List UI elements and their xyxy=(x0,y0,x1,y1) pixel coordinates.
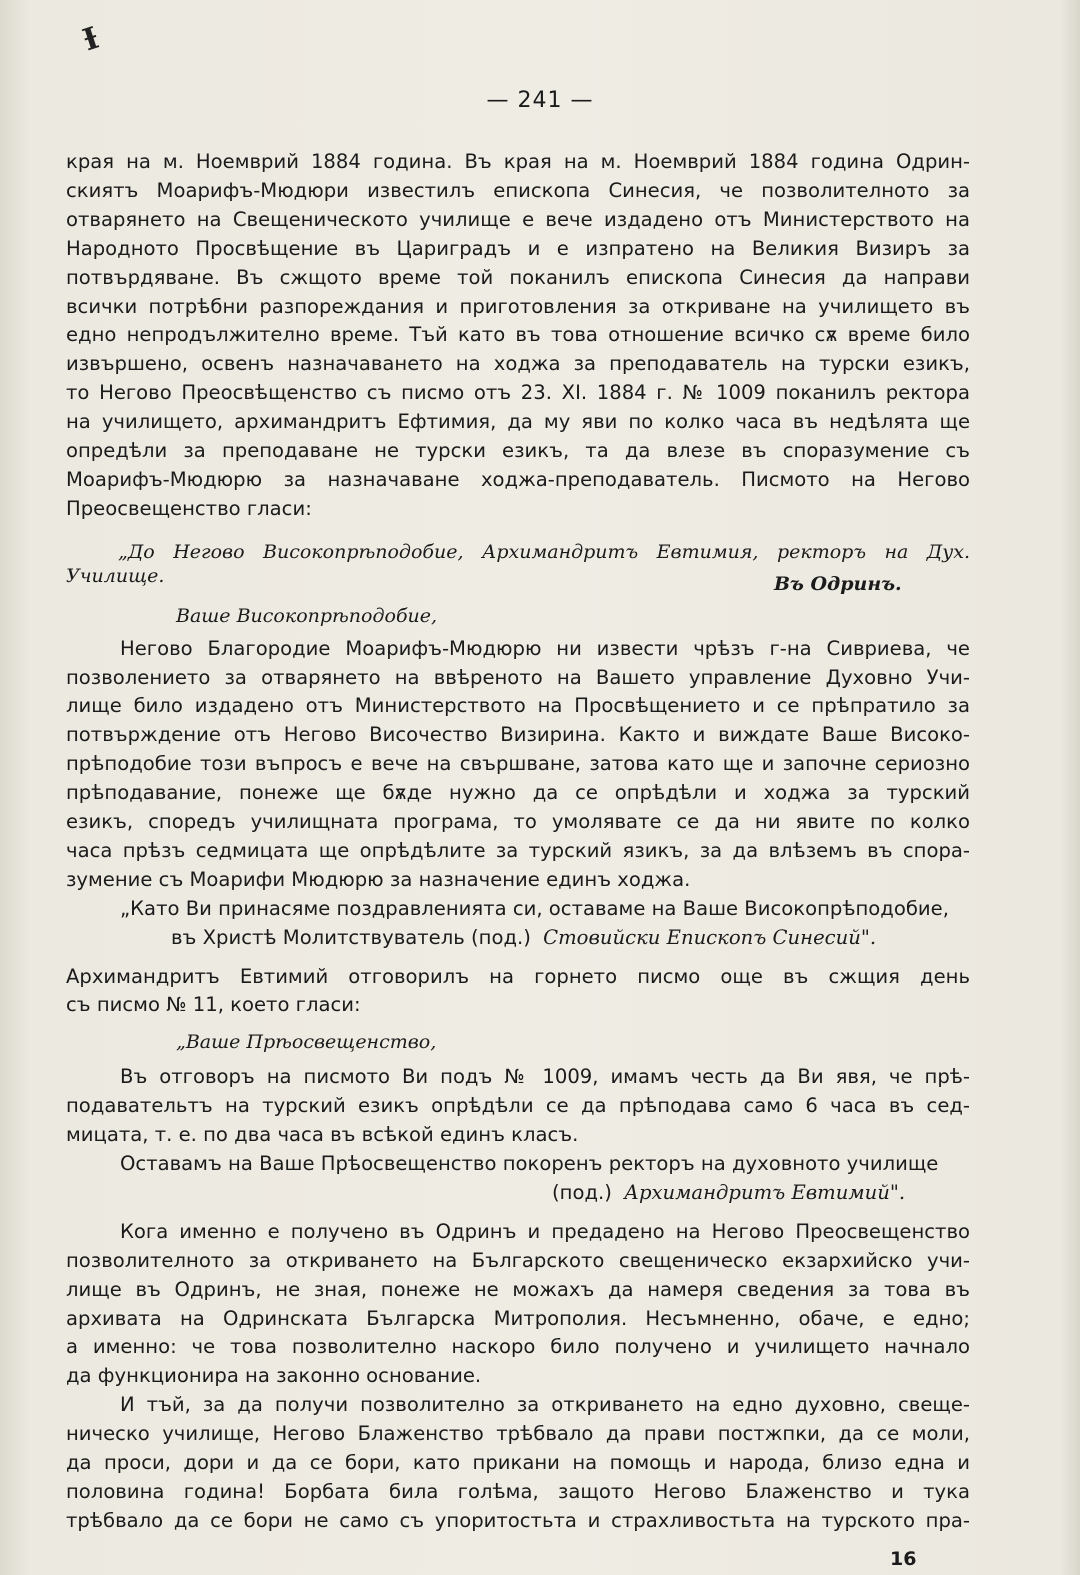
signature-prefix: (под.) xyxy=(552,1180,612,1204)
paragraph-3 xyxy=(66,1218,970,1391)
signature-mark-number: 16 xyxy=(890,1548,917,1570)
letter-salutation: „Ваше Прѣосвещенство, xyxy=(176,1031,437,1054)
text-line: половина година! Борбата била голѣма, защото Негово Блаженство и тука xyxy=(66,1479,970,1503)
signature-name: Архимандритъ Евтимий". xyxy=(624,1180,906,1204)
text-line: извършено, освенъ назначаването на ходжа за преподаватель на турски езикъ, xyxy=(66,352,970,376)
text-line: И тъй, за да получи позволително за откриването на едно духовно, свеще- xyxy=(120,1393,970,1417)
text-line: едно непродължително време. Тъй като въ това отношение всичко сѫ време било xyxy=(66,323,970,347)
page-body xyxy=(66,148,970,1536)
letter-closing: Оставамъ на Ваше Прѣосвещенство покоренъ ректоръ на духовното училище xyxy=(120,1152,939,1175)
text-line: архивата на Одринската Българска Митрополия. Несъмненно, обаче, е едно; xyxy=(66,1306,970,1330)
text-line: ническо училище, Негово Блаженство трѣбвало да прави постжпки, да се моли, xyxy=(66,1422,970,1446)
text-line: опредѣли за преподаване не турски езикъ, та да влезе въ споразумение съ xyxy=(66,439,970,463)
letter-1 xyxy=(66,538,970,953)
signature-prefix: въ Христѣ Молитствуватель (под.) xyxy=(171,925,531,949)
text-line: на училището, архимандритъ Ефтимия, да му яви по колко часа въ недѣлята ще xyxy=(66,410,970,434)
text-line: съ писмо № 11, което гласи: xyxy=(66,993,361,1017)
text-line: езикъ, споредъ училищната програма, то умолявате се да ни явите по колко xyxy=(66,810,970,834)
text-line: прѣподобие този въпросъ е вече на свършване, затова като ще и започне сериозно xyxy=(66,752,970,776)
letter-closing-signature xyxy=(66,1179,970,1208)
text-line: Кога именно е получено въ Одринъ и предадено на Негово Преосвещенство xyxy=(120,1219,970,1243)
letter-salutation: Ваше Високопрѣподобие, xyxy=(176,604,438,627)
letter-2 xyxy=(66,1028,970,1207)
page-number: — 241 — xyxy=(486,88,594,113)
letter-2-body xyxy=(66,1063,970,1150)
text-line: да функционира на законно основание. xyxy=(66,1364,482,1388)
text-line: прѣподавание, понеже ще бѫде нужно да се опрѣдѣли и ходжа за турский xyxy=(66,781,970,805)
text-line: Архимандритъ Евтимий отговорилъ на горнето писмо още въ сжщия день xyxy=(66,964,970,988)
letter-1-body xyxy=(66,635,970,895)
text-line: зумение съ Моарифи Мюдюрю за назначение единъ ходжа. xyxy=(66,867,691,891)
text-line: Моарифъ-Мюдюрю за назначаване ходжа-преподаватель. Писмото на Негово xyxy=(66,467,970,491)
text-line: мицата, т. е. по два часа въ всѣкой единъ класъ. xyxy=(66,1123,579,1147)
text-line: а именно: че това позволително наскоро било получено и училището начнало xyxy=(66,1335,970,1359)
paragraph-4 xyxy=(66,1391,970,1536)
text-line: Негово Благородие Моарифъ-Мюдюрю ни извести чрѣзъ г-на Сивриева, че xyxy=(120,636,970,660)
text-line: всички потрѣбни разпореждания и приготовления за откриване на училището въ xyxy=(66,294,970,318)
text-line: потвърждение отъ Негово Височество Визирина. Както и виждате Ваше Високо- xyxy=(66,723,970,747)
letter-address-cont: Училище. xyxy=(66,564,165,587)
text-line: подавательтъ на турский езикъ опрѣдѣли се да прѣподава само 6 часа въ сед- xyxy=(66,1094,970,1118)
text-line: часа прѣзъ седмицата ще опрѣдѣлите за турский язикъ, за да влѣземъ въ спора- xyxy=(66,838,970,862)
paragraph-1 xyxy=(66,148,970,524)
text-line: лище било издадено отъ Министерството на Просвѣщението и се прѣпратило за xyxy=(66,694,970,718)
letter-place: Въ Одринъ. xyxy=(774,572,902,595)
ink-mark: Ɨ xyxy=(78,20,104,59)
text-line: трѣбвало да се бори не само съ упоритостьта и страхливостьта на турското пра- xyxy=(66,1508,970,1532)
letter-address: „До Негово Високопрѣподобие, Архимандритъ Евтимия, ректоръ на Дух. xyxy=(118,540,970,563)
text-line: скиятъ Моарифъ-Мюдюри известилъ епископа Синесия, че позволителното за xyxy=(66,178,970,202)
text-line: Преосвещенство гласи: xyxy=(66,496,312,520)
text-line: позволителното за откриването на Българското свещеническо екзархийско учи- xyxy=(66,1248,970,1272)
letter-closing-signature xyxy=(66,924,970,953)
signature-name: Стовийски Епископъ Синесий". xyxy=(543,925,877,949)
text-line: Въ отговоръ на писмото Ви подъ № 1009, имамъ честь да Ви явя, че прѣ- xyxy=(120,1065,970,1089)
text-line: края на м. Ноемврий 1884 година. Въ края на м. Ноемврий 1884 година Одрин- xyxy=(66,150,970,173)
text-line: да проси, дори и да се бори, като прикани на помощь и народа, близо една и xyxy=(66,1451,970,1475)
text-line: то Негово Преосвѣщенство съ писмо отъ 23. XI. 1884 г. № 1009 поканилъ ректора xyxy=(66,381,970,405)
paragraph-2 xyxy=(66,963,970,1021)
text-line: потвърдяване. Въ сжщото време той поканилъ епископа Синесия да направи xyxy=(66,265,970,289)
text-line: лище въ Одринъ, не зная, понеже не можахъ да намеря сведения за това въ xyxy=(66,1277,970,1301)
text-line: Народното Просвѣщение въ Цариградъ и е изпратено на Великия Визиръ за xyxy=(66,236,970,260)
text-line: отварянето на Свещеническото училище е вече издадено отъ Министерството на xyxy=(66,207,970,231)
text-line: позволението за отварянето на ввѣреното на Вашето управление Духовно Учи- xyxy=(66,665,970,689)
letter-closing: „Като Ви принасяме поздравленията си, оставаме на Ваше Високопрѣподобие, xyxy=(120,896,949,920)
